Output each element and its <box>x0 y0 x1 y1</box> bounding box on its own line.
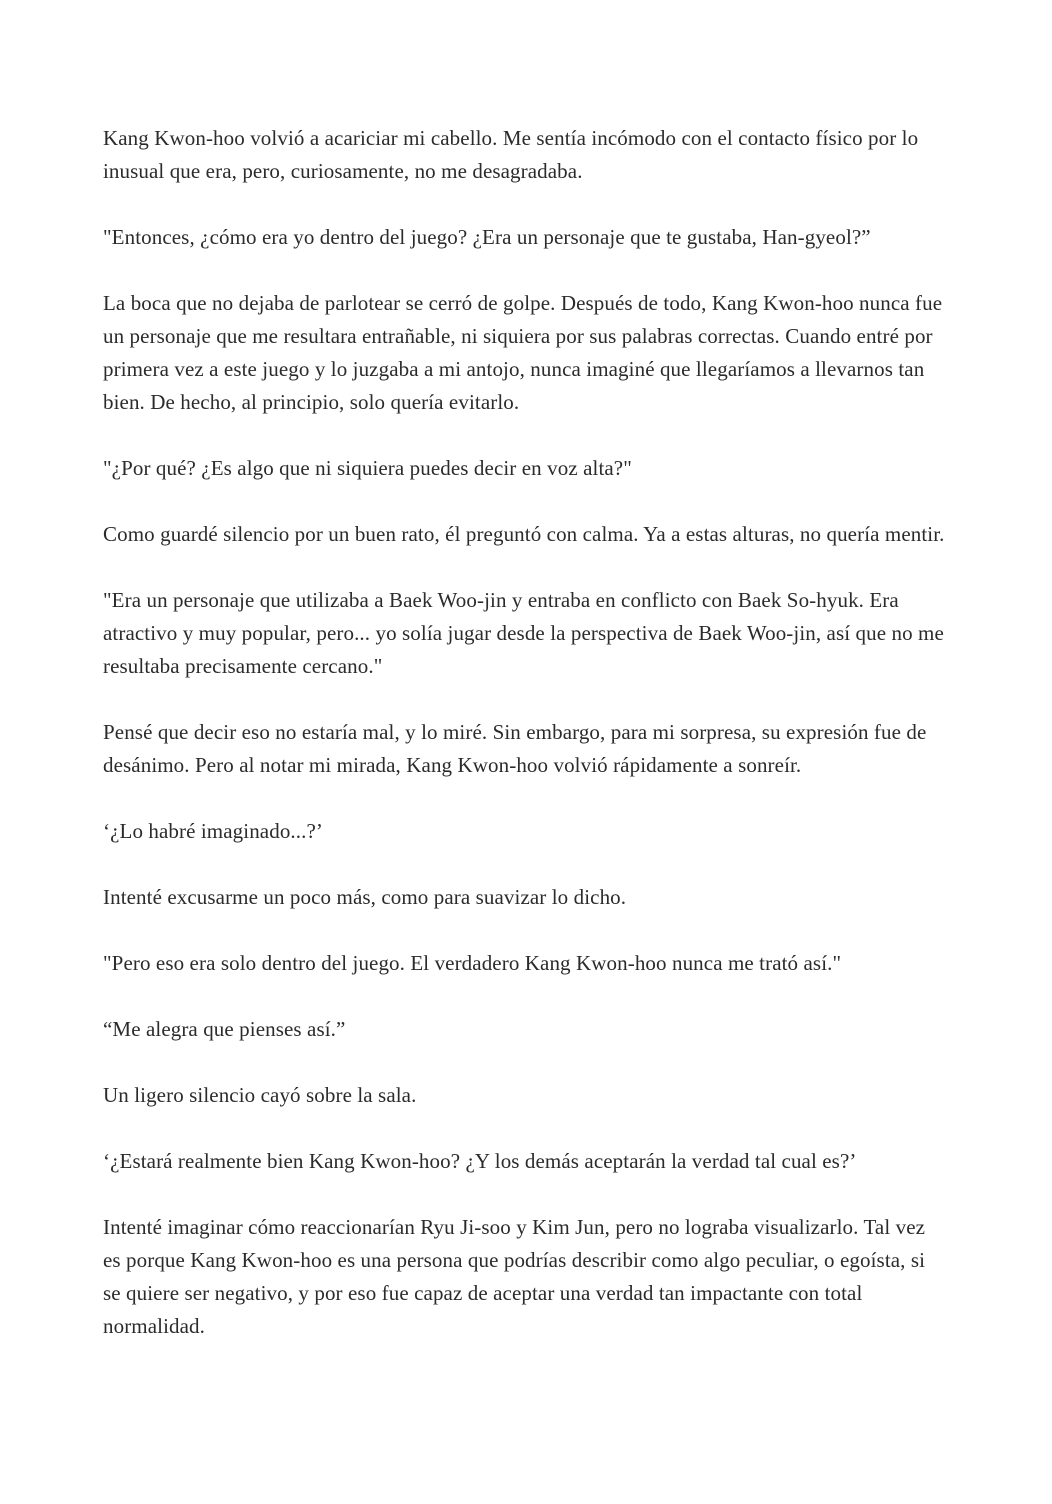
paragraph: "Pero eso era solo dentro del juego. El verdadero Kang Kwon-hoo nunca me trató así." <box>103 951 842 975</box>
paragraph: “Me alegra que pienses así.” <box>103 1017 346 1041</box>
paragraph: "¿Por qué? ¿Es algo que ni siquiera puedes decir en voz alta?" <box>103 456 632 480</box>
paragraph: "Entonces, ¿cómo era yo dentro del juego? ¿Era un personaje que te gustaba, Han-gyeol?” <box>103 225 871 249</box>
paragraph: "Era un personaje que utilizaba a Baek Woo-jin y entraba en conflicto con Baek So-hyuk. Era atractivo y muy popular, pero... yo solía jugar desde la perspectiva de Baek Woo-jin, así que no me resultaba precisamente cercano." <box>103 588 944 678</box>
novel-text-body <box>103 122 947 1343</box>
paragraph: Pensé que decir eso no estaría mal, y lo miré. Sin embargo, para mi sorpresa, su expresión fue de desánimo. Pero al notar mi mirada, Kang Kwon-hoo volvió rápidamente a sonreír. <box>103 720 927 777</box>
paragraph: Kang Kwon-hoo volvió a acariciar mi cabello. Me sentía incómodo con el contacto físico por lo inusual que era, pero, curiosamente, no me desagradaba. <box>103 126 919 183</box>
paragraph: ‘¿Estará realmente bien Kang Kwon-hoo? ¿Y los demás aceptarán la verdad tal cual es?’ <box>103 1149 857 1173</box>
paragraph: Intenté excusarme un poco más, como para suavizar lo dicho. <box>103 885 627 909</box>
paragraph: ‘¿Lo habré imaginado...?’ <box>103 819 323 843</box>
paragraph: La boca que no dejaba de parlotear se cerró de golpe. Después de todo, Kang Kwon-hoo nunca fue un personaje que me resultara entrañable, ni siquiera por sus palabras correctas. Cuando entré por primera vez a este juego y lo juzgaba a mi antojo, nunca imaginé que llegaríamos a llevarnos tan bien. De hecho, al principio, solo quería evitarlo. <box>103 291 943 414</box>
paragraph: Intenté imaginar cómo reaccionarían Ryu Ji-soo y Kim Jun, pero no lograba visualizarlo. Tal vez es porque Kang Kwon-hoo es una persona que podrías describir como algo peculiar, o egoísta, si se quiere ser negativo, y por eso fue capaz de aceptar una verdad tan impactante con total normalidad. <box>103 1215 926 1338</box>
paragraph: Un ligero silencio cayó sobre la sala. <box>103 1083 417 1107</box>
paragraph: Como guardé silencio por un buen rato, él preguntó con calma. Ya a estas alturas, no quería mentir. <box>103 522 945 546</box>
